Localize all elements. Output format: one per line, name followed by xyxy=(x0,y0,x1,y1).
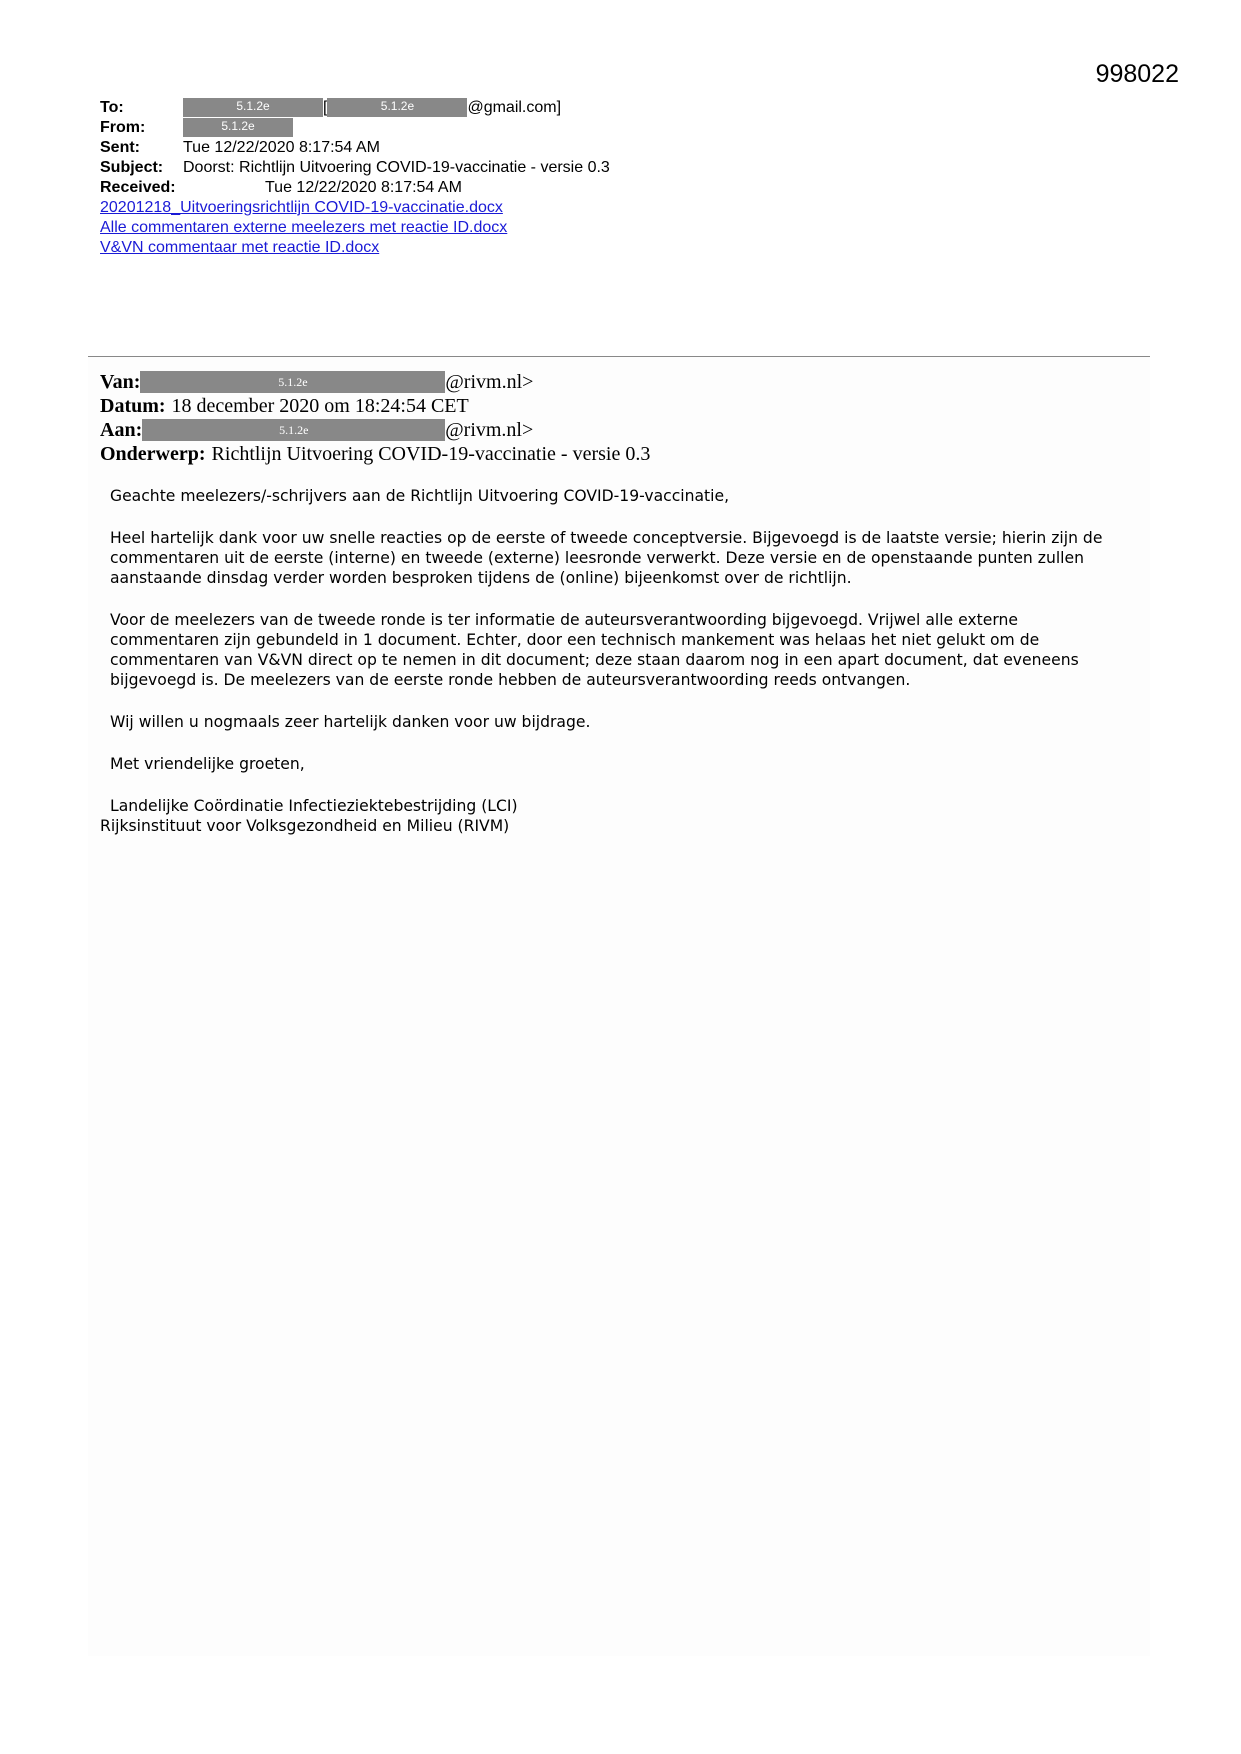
subject-row xyxy=(100,158,610,178)
email-header xyxy=(100,98,610,198)
van-domain: @rivm.nl> xyxy=(445,371,534,393)
aan-domain: @rivm.nl> xyxy=(445,419,534,441)
attachment-link[interactable]: Alle commentaren externe meelezers met reactie ID.docx xyxy=(100,219,508,236)
divider xyxy=(88,356,1150,357)
signature-line: Rijksinstituut voor Volksgezondheid en Milieu (RIVM) xyxy=(100,817,510,835)
sent-label: Sent: xyxy=(100,139,140,156)
onderwerp-label: Onderwerp: xyxy=(100,443,206,465)
greeting: Geachte meelezers/-schrijvers aan de Richtlijn Uitvoering COVID-19-vaccinatie, xyxy=(110,487,730,505)
sent-row xyxy=(100,138,610,158)
aan-label: Aan: xyxy=(100,419,143,441)
closing: Met vriendelijke groeten, xyxy=(110,755,305,773)
message-body xyxy=(100,486,1130,836)
paragraph: Heel hartelijk dank voor uw snelle reacties op de eerste of tweede conceptversie. Bijgevoegd is de laatste versie; hierin zijn de commentaren uit de eerste (interne) en tweede (externe) leesronde verwerkt. Deze versie en de openstaande punten zullen aanstaande dinsdag verder worden besproken tijdens de (online) bijeenkomst over de richtlijn. xyxy=(110,529,1103,587)
to-row xyxy=(100,98,610,118)
aan-row xyxy=(100,418,650,442)
to-label: To: xyxy=(100,99,124,116)
attachment-link[interactable]: V&VN commentaar met reactie ID.docx xyxy=(100,239,380,256)
received-label: Received: xyxy=(100,179,176,196)
redaction-box: 5.1.2e xyxy=(142,419,445,441)
to-domain: @gmail.com] xyxy=(467,99,562,116)
paragraph: Wij willen u nogmaals zeer hartelijk danken voor uw bijdrage. xyxy=(110,713,591,731)
van-label: Van: xyxy=(100,371,141,393)
forwarded-header xyxy=(100,370,650,466)
van-row xyxy=(100,370,650,394)
subject-label: Subject: xyxy=(100,159,164,176)
subject-value: Doorst: Richtlijn Uitvoering COVID-19-vaccinatie - versie 0.3 xyxy=(183,159,610,176)
onderwerp-row xyxy=(100,442,650,466)
sent-value: Tue 12/22/2020 8:17:54 AM xyxy=(183,139,380,156)
datum-label: Datum: xyxy=(100,395,166,417)
attachment-link[interactable]: 20201218_Uitvoeringsrichtlijn COVID-19-vaccinatie.docx xyxy=(100,199,503,216)
received-value: Tue 12/22/2020 8:17:54 AM xyxy=(265,179,462,196)
signature-line: Landelijke Coördinatie Infectieziektebestrijding (LCI) xyxy=(110,797,518,815)
paragraph: Voor de meelezers van de tweede ronde is ter informatie de auteursverantwoording bijgevoegd. Vrijwel alle externe commentaren zijn gebundeld in 1 document. Echter, door een technisch mankement was helaas het niet gelukt om de commentaren van V&VN direct op te nemen in dit document; deze staan daarom nog in een apart document, dat eveneens bijgevoegd is. De meelezers van de eerste ronde hebben de auteursverantwoording reeds ontvangen. xyxy=(110,611,1079,689)
redaction-box: 5.1.2e xyxy=(140,371,445,393)
to-bracket: [ xyxy=(323,99,328,116)
datum-value: 18 december 2020 om 18:24:54 CET xyxy=(171,395,469,417)
document-id: 998022 xyxy=(1095,60,1179,88)
attachments-list xyxy=(100,198,507,258)
received-row xyxy=(100,178,610,198)
datum-row xyxy=(100,394,650,418)
onderwerp-value: Richtlijn Uitvoering COVID-19-vaccinatie - versie 0.3 xyxy=(211,443,651,465)
from-row xyxy=(100,118,610,138)
from-label: From: xyxy=(100,119,146,136)
redaction-box: 5.1.2e xyxy=(327,98,467,117)
redaction-box: 5.1.2e xyxy=(183,118,293,137)
redaction-box: 5.1.2e xyxy=(183,98,323,117)
